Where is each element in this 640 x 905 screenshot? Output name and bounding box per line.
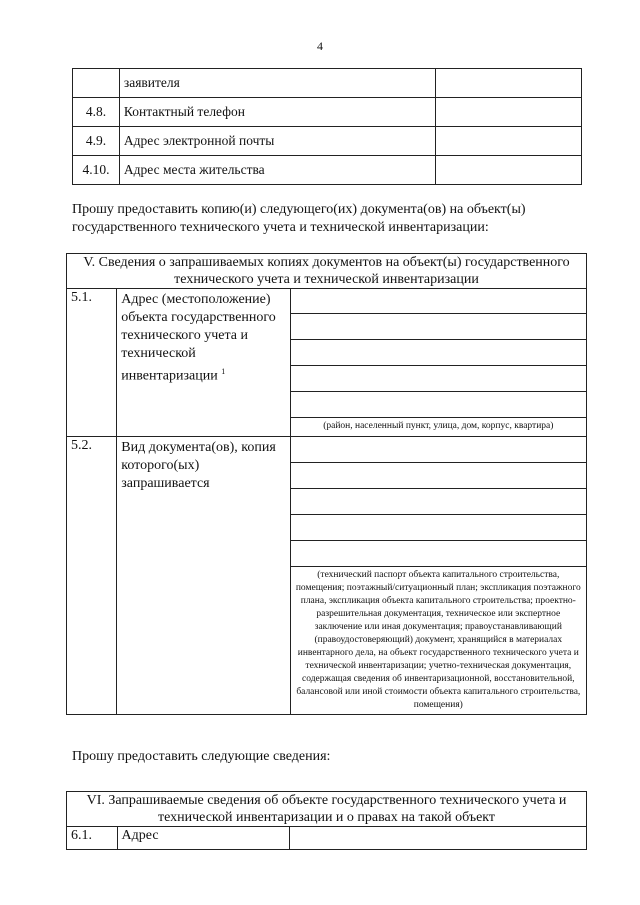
address-hint: (район, населенный пункт, улица, дом, корпус, квартира) bbox=[323, 421, 554, 431]
footnote-mark: 1 bbox=[221, 367, 226, 376]
residence-address-field[interactable] bbox=[435, 156, 581, 185]
row-value-field[interactable] bbox=[435, 69, 581, 98]
address-line-5[interactable] bbox=[291, 392, 586, 418]
table-row bbox=[73, 98, 582, 127]
address-line-3[interactable] bbox=[291, 340, 586, 366]
document-type-hint: (технический паспорт объекта капитального строительства, помещения; поэтажный/ситуационный план; экспликация поэтажного плана, экспликация объекта капитального строительства; проектно-разрешительная документация, техническое или экспертное заключение или иная документация; правоустанавливающий (правоудостоверяющий) документ, хранящийся в материалах инвентарного дела, на объект государственного технического учета и технической инвентаризации; учетно-техническая документация, содержащая сведения об инвентаризационной, восстановительной, балансовой или иной стоимости объекта капитального строительства, помещения) bbox=[295, 570, 581, 710]
applicant-table bbox=[72, 68, 582, 185]
row-number: 5.2. bbox=[67, 437, 117, 715]
row-label: Контактный телефон bbox=[119, 98, 435, 127]
table-row bbox=[67, 827, 587, 850]
document-line-2[interactable] bbox=[291, 463, 586, 489]
address-line-1[interactable] bbox=[291, 289, 586, 314]
address-field[interactable] bbox=[290, 827, 587, 850]
row-number: 5.1. bbox=[67, 289, 117, 437]
document-type-label: Вид документа(ов), копия которого(ых) запрашивается bbox=[117, 437, 290, 715]
row-number bbox=[73, 69, 120, 98]
row-label: Адрес места жительства bbox=[119, 156, 435, 185]
email-field[interactable] bbox=[435, 127, 581, 156]
table-row bbox=[73, 69, 582, 98]
page-number: 4 bbox=[317, 39, 323, 53]
table-row bbox=[67, 289, 587, 437]
address-line-4[interactable] bbox=[291, 366, 586, 392]
address-line-2[interactable] bbox=[291, 314, 586, 340]
table-row bbox=[73, 127, 582, 156]
request-info-paragraph: Прошу предоставить следующие сведения: bbox=[72, 749, 331, 764]
document-type-value bbox=[290, 437, 586, 715]
row-label: Адрес bbox=[117, 827, 290, 850]
request-copies-paragraph: Прошу предоставить копию(и) следующего(их) документа(ов) на объект(ы) государственного технического учета и технической инвентаризации: bbox=[72, 202, 526, 235]
row-label: заявителя bbox=[119, 69, 435, 98]
section-vi-table bbox=[66, 791, 587, 850]
document-line-4[interactable] bbox=[291, 515, 586, 541]
row-number: 4.9. bbox=[73, 127, 120, 156]
table-row bbox=[73, 156, 582, 185]
row-number: 4.8. bbox=[73, 98, 120, 127]
phone-field[interactable] bbox=[435, 98, 581, 127]
table-row bbox=[67, 437, 587, 715]
document-line-1[interactable] bbox=[291, 437, 586, 463]
address-value bbox=[290, 289, 586, 437]
document-line-5[interactable] bbox=[291, 541, 586, 567]
document-line-3[interactable] bbox=[291, 489, 586, 515]
section-v-title: V. Сведения о запрашиваемых копиях документов на объект(ы) государственного технического учета и технической инвентаризации bbox=[67, 254, 587, 289]
address-label: Адрес (местоположение) объекта государственного технического учета и технической инвентаризации bbox=[121, 292, 276, 384]
row-label bbox=[117, 289, 290, 437]
section-v-table bbox=[66, 253, 587, 715]
section-vi-title: VI. Запрашиваемые сведения об объекте государственного технического учета и технической инвентаризации и о правах на такой объект bbox=[67, 792, 587, 827]
row-number: 4.10. bbox=[73, 156, 120, 185]
row-number: 6.1. bbox=[67, 827, 118, 850]
row-label: Адрес электронной почты bbox=[119, 127, 435, 156]
